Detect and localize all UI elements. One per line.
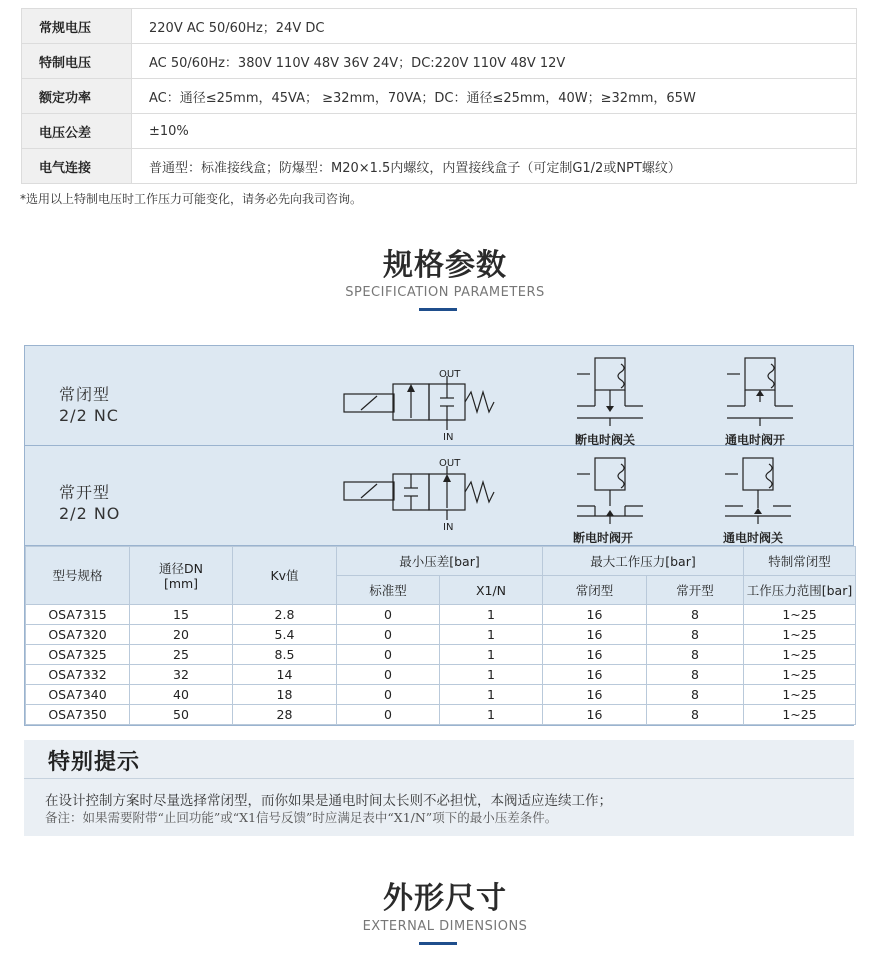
kv-cell: 18	[233, 685, 337, 705]
electrical-spec-table	[21, 8, 857, 184]
row-value: 220V AC 50/60Hz；24V DC	[132, 9, 857, 44]
pressure-range-cell: 1~25	[744, 645, 856, 665]
max-pressure-no-cell: 8	[647, 665, 744, 685]
ext-section-subtitle: EXTERNAL DIMENSIONS	[362, 919, 528, 934]
kv-cell: 5.4	[233, 625, 337, 645]
notice-remark: 备注：如果需要附带“止回功能”或“X1信号反馈”时应满足表中“X1/N”项下的最小压差条件。	[45, 810, 558, 825]
max-pressure-nc-cell: 16	[543, 665, 647, 685]
header-kv: Kv值	[233, 547, 337, 605]
max-pressure-nc-cell: 16	[543, 705, 647, 725]
dn-cell: 20	[130, 625, 233, 645]
model-cell: OSA7340	[26, 685, 130, 705]
no-off-caption: 断电时阀开	[573, 531, 634, 545]
min-diff-x1n-cell: 1	[440, 625, 543, 645]
header-special-nc: 特制常闭型	[744, 547, 856, 576]
pressure-range-cell: 1~25	[744, 685, 856, 705]
special-notice	[24, 740, 854, 836]
pressure-range-cell: 1~25	[744, 625, 856, 645]
row-value: AC 50/60Hz：380V 110V 48V 36V 24V；DC:220V 110V 48V 12V	[132, 44, 857, 79]
row-value: 普通型：标准接线盒；防爆型：M20×1.5内螺纹，内置接线盒子（可定制G1/2或NPT螺纹）	[132, 149, 857, 184]
model-cell: OSA7315	[26, 605, 130, 625]
model-cell: OSA7350	[26, 705, 130, 725]
max-pressure-nc-cell: 16	[543, 685, 647, 705]
table-row	[22, 9, 857, 44]
max-pressure-no-cell: 8	[647, 605, 744, 625]
pressure-range-cell: 1~25	[744, 665, 856, 685]
header-x1n: X1/N	[440, 576, 543, 605]
spec-section-subtitle: SPECIFICATION PARAMETERS	[345, 285, 545, 300]
notice-title: 特别提示	[48, 750, 141, 775]
table-row	[26, 705, 856, 725]
spec-section-title: 规格参数	[383, 248, 507, 283]
nc-label-cn: 常闭型	[59, 385, 111, 404]
spec-title-underline	[419, 308, 457, 311]
min-diff-standard-cell: 0	[337, 705, 440, 725]
max-pressure-no-cell: 8	[647, 645, 744, 665]
no-label-cn: 常开型	[59, 483, 111, 502]
nc-diagram-row	[25, 346, 853, 446]
notice-text: 在设计控制方案时尽量选择常闭型，而你如果是通电时间太长则不必担忧，本阀适应连续工作；	[45, 793, 612, 809]
kv-cell: 28	[233, 705, 337, 725]
no-out-port-label: OUT	[439, 458, 461, 469]
min-diff-standard-cell: 0	[337, 685, 440, 705]
max-pressure-nc-cell: 16	[543, 625, 647, 645]
no-diagram-row	[25, 446, 853, 546]
table-row	[26, 685, 856, 705]
parameter-table	[25, 546, 856, 725]
min-diff-x1n-cell: 1	[440, 685, 543, 705]
row-key: 特制电压	[22, 44, 132, 79]
nc-section-off	[577, 358, 643, 426]
no-valve-symbols	[25, 446, 855, 546]
table-row	[22, 44, 857, 79]
header-nc: 常闭型	[543, 576, 647, 605]
max-pressure-no-cell: 8	[647, 705, 744, 725]
min-diff-x1n-cell: 1	[440, 645, 543, 665]
ext-section-title: 外形尺寸	[383, 881, 507, 916]
kv-cell: 14	[233, 665, 337, 685]
header-max-pressure: 最大工作压力[bar]	[543, 547, 744, 576]
header-dn-label: 通径DN	[159, 560, 203, 576]
nc-in-port-label: IN	[443, 432, 454, 443]
header-dn	[130, 547, 233, 605]
table-row	[22, 114, 857, 149]
model-cell: OSA7332	[26, 665, 130, 685]
max-pressure-no-cell: 8	[647, 625, 744, 645]
row-key: 电气连接	[22, 149, 132, 184]
no-label-en: 2/2 NO	[59, 504, 121, 523]
dn-cell: 25	[130, 645, 233, 665]
kv-cell: 8.5	[233, 645, 337, 665]
ext-title-underline	[419, 942, 457, 945]
header-no: 常开型	[647, 576, 744, 605]
max-pressure-nc-cell: 16	[543, 645, 647, 665]
row-value: AC：通径≤25mm，45VA； ≥32mm，70VA；DC：通径≤25mm，40W；≥32mm，65W	[132, 79, 857, 114]
table-row	[26, 645, 856, 665]
table-row	[26, 665, 856, 685]
no-section-on	[725, 458, 791, 524]
nc-off-caption: 断电时阀关	[575, 433, 636, 446]
voltage-note: *选用以上特制电压时工作压力可能变化，请务必先向我司咨询。	[20, 192, 363, 206]
dn-cell: 32	[130, 665, 233, 685]
model-cell: OSA7320	[26, 625, 130, 645]
max-pressure-no-cell: 8	[647, 685, 744, 705]
min-diff-x1n-cell: 1	[440, 665, 543, 685]
pressure-range-cell: 1~25	[744, 605, 856, 625]
table-row	[26, 625, 856, 645]
kv-cell: 2.8	[233, 605, 337, 625]
min-diff-standard-cell: 0	[337, 625, 440, 645]
notice-divider	[24, 778, 854, 779]
table-row	[22, 79, 857, 114]
header-range: 工作压力范围[bar]	[744, 576, 856, 605]
header-model: 型号规格	[26, 547, 130, 605]
header-min-diff: 最小压差[bar]	[337, 547, 543, 576]
nc-flow-arrow	[407, 384, 415, 392]
dn-cell: 15	[130, 605, 233, 625]
min-diff-standard-cell: 0	[337, 645, 440, 665]
nc-label-en: 2/2 NC	[59, 406, 119, 425]
model-cell: OSA7325	[26, 645, 130, 665]
nc-on-caption: 通电时阀开	[725, 433, 786, 446]
no-flow-arrow	[443, 474, 451, 482]
header-standard: 标准型	[337, 576, 440, 605]
row-key: 额定功率	[22, 79, 132, 114]
pressure-range-cell: 1~25	[744, 705, 856, 725]
nc-out-port-label: OUT	[439, 369, 461, 380]
max-pressure-nc-cell: 16	[543, 605, 647, 625]
min-diff-x1n-cell: 1	[440, 605, 543, 625]
table-row	[22, 149, 857, 184]
min-diff-standard-cell: 0	[337, 665, 440, 685]
row-value: ±10%	[132, 114, 857, 149]
no-on-caption: 通电时阀关	[723, 531, 784, 545]
row-key: 电压公差	[22, 114, 132, 149]
min-diff-x1n-cell: 1	[440, 705, 543, 725]
table-row	[26, 605, 856, 625]
min-diff-standard-cell: 0	[337, 605, 440, 625]
spec-block	[24, 345, 854, 726]
header-row	[26, 547, 856, 576]
header-dn-unit: [mm]	[163, 575, 199, 591]
no-in-port-label: IN	[443, 522, 454, 533]
dn-cell: 50	[130, 705, 233, 725]
row-key: 常规电压	[22, 9, 132, 44]
dn-cell: 40	[130, 685, 233, 705]
nc-valve-symbols	[25, 346, 855, 446]
